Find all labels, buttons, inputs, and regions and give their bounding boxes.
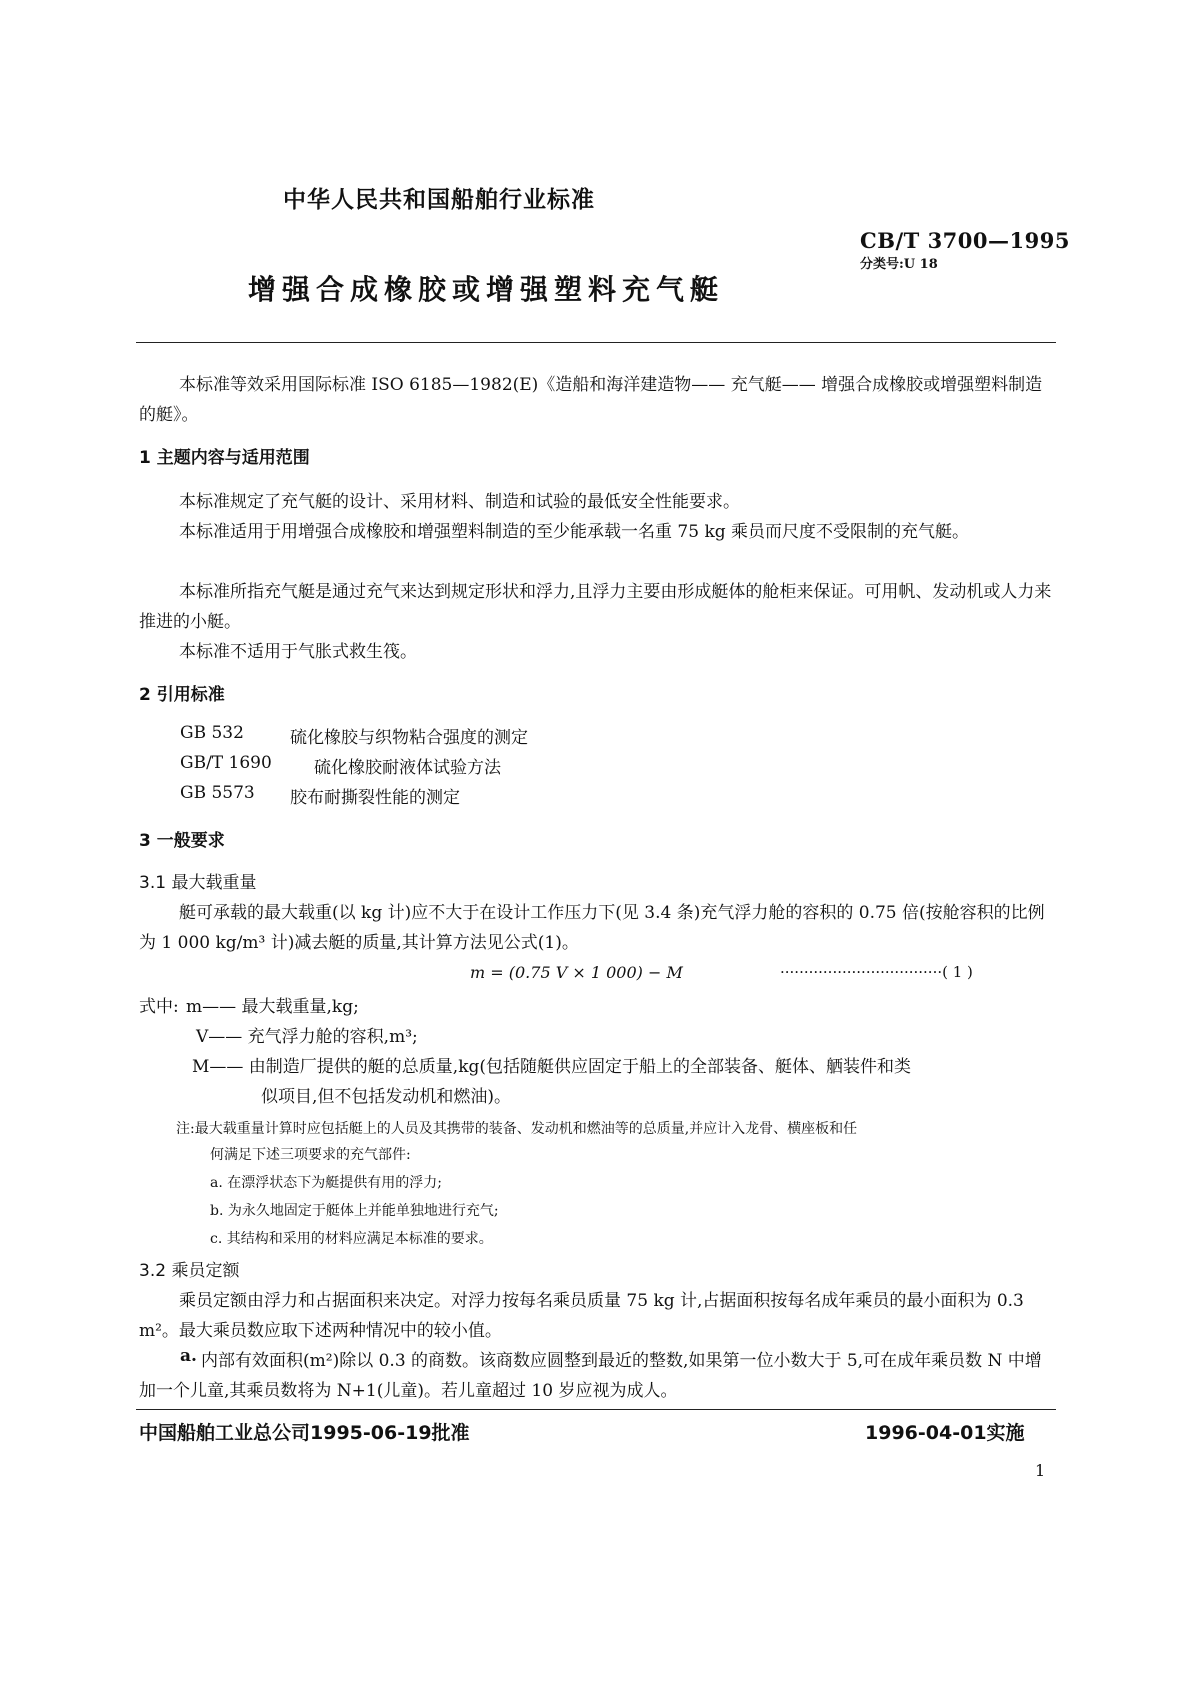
item-a-label: a. [180,1346,197,1366]
note-item: a. 在漂浮状态下为艇提供有用的浮力; [210,1175,442,1191]
intro-paragraph: 本标准等效采用国际标准 ISO 6185—1982(E)《造船和海洋建造物—— 充气艇—— 增强合成橡胶或增强塑料制造的艇》。 [139,375,1043,425]
header-title: 中华人民共和国船舶行业标准 [283,187,595,213]
reference-title: 胶布耐撕裂性能的测定 [290,788,460,808]
item-a-text: 内部有效面积(m²)除以 0.3 的商数。该商数应圆整到最近的整数,如果第一位小数大于 5,可在成年乘员数 N 中增加一个儿童,其乘员数将为 N+1(儿童)。若儿童超过 10 岁应视为成人。 [139,1351,1042,1401]
footer-divider [136,1409,1056,1410]
reference-title: 硫化橡胶耐液体试验方法 [314,758,501,778]
section-3-heading: 3 一般要求 [139,831,225,851]
note-text: 注:最大载重量计算时应包括艇上的人员及其携带的装备、发动机和燃油等的总质量,并应计入龙骨、横座板和任 [176,1121,858,1137]
note-item: c. 其结构和采用的材料应满足本标准的要求。 [210,1231,493,1247]
standard-number: CB/T 3700—1995 [860,228,1070,253]
section-1-para-2: 本标准适用于用增强合成橡胶和增强塑料制造的至少能承载一名重 75 kg 乘员而尺度不受限制的充气艇。 [179,522,970,542]
section-1-para-4: 本标准不适用于气胀式救生筏。 [179,642,417,662]
reference-title: 硫化橡胶与织物粘合强度的测定 [290,728,528,748]
section-1-para-3: 本标准所指充气艇是通过充气来达到规定形状和浮力,且浮力主要由形成艇体的舱柜来保证。可用帆、发动机或人力来推进的小艇。 [139,582,1052,632]
where-item: 似项目,但不包括发动机和燃油)。 [261,1087,512,1107]
note-text: 何满足下述三项要求的充气部件: [210,1147,411,1163]
section-1-heading: 1 主题内容与适用范围 [139,448,310,468]
formula-number: ··································( 1 ) [780,963,973,981]
page-number: 1 [1035,1461,1046,1480]
effective-date: 1996-04-01实施 [865,1422,1025,1444]
section-1-para-1: 本标准规定了充气艇的设计、采用材料、制造和试验的最低安全性能要求。 [179,492,740,512]
section-2-heading: 2 引用标准 [139,685,225,705]
note-item: b. 为永久地固定于艇体上并能单独地进行充气; [210,1203,499,1219]
document-title: 增强合成橡胶或增强塑料充气艇 [248,273,725,306]
reference-code: GB/T 1690 [180,753,272,773]
section-3-1-para-1: 艇可承载的最大载重(以 kg 计)应不大于在设计工作压力下(见 3.4 条)充气浮力舱的容积的 0.75 倍(按舱容积的比例为 1 000 kg/m³ 计)减去艇的质量,其计算方法见公式(1)。 [139,903,1045,953]
where-item: M—— 由制造厂提供的艇的总质量,kg(包括随艇供应固定于船上的全部装备、艇体、舾装件和类 [192,1057,912,1077]
formula-1: m = (0.75 V × 1 000) − M [470,963,683,982]
section-3-2-para-1: 乘员定额由浮力和占据面积来决定。对浮力按每名乘员质量 75 kg 计,占据面积按每名成年乘员的最小面积为 0.3 m²。最大乘员数应取下述两种情况中的较小值。 [139,1291,1024,1341]
approval-line: 中国船舶工业总公司1995-06-19批准 [139,1422,470,1444]
section-3-2-heading: 3.2 乘员定额 [139,1261,240,1281]
reference-code: GB 5573 [180,783,255,803]
section-3-1-heading: 3.1 最大载重量 [139,873,257,893]
reference-code: GB 532 [180,723,244,743]
header-divider [136,342,1056,343]
where-item: m—— 最大载重量,kg; [186,997,359,1017]
classification-number: 分类号:U 18 [860,257,938,272]
where-item: V—— 充气浮力舱的容积,m³; [196,1027,418,1047]
where-label: 式中: [139,997,179,1017]
